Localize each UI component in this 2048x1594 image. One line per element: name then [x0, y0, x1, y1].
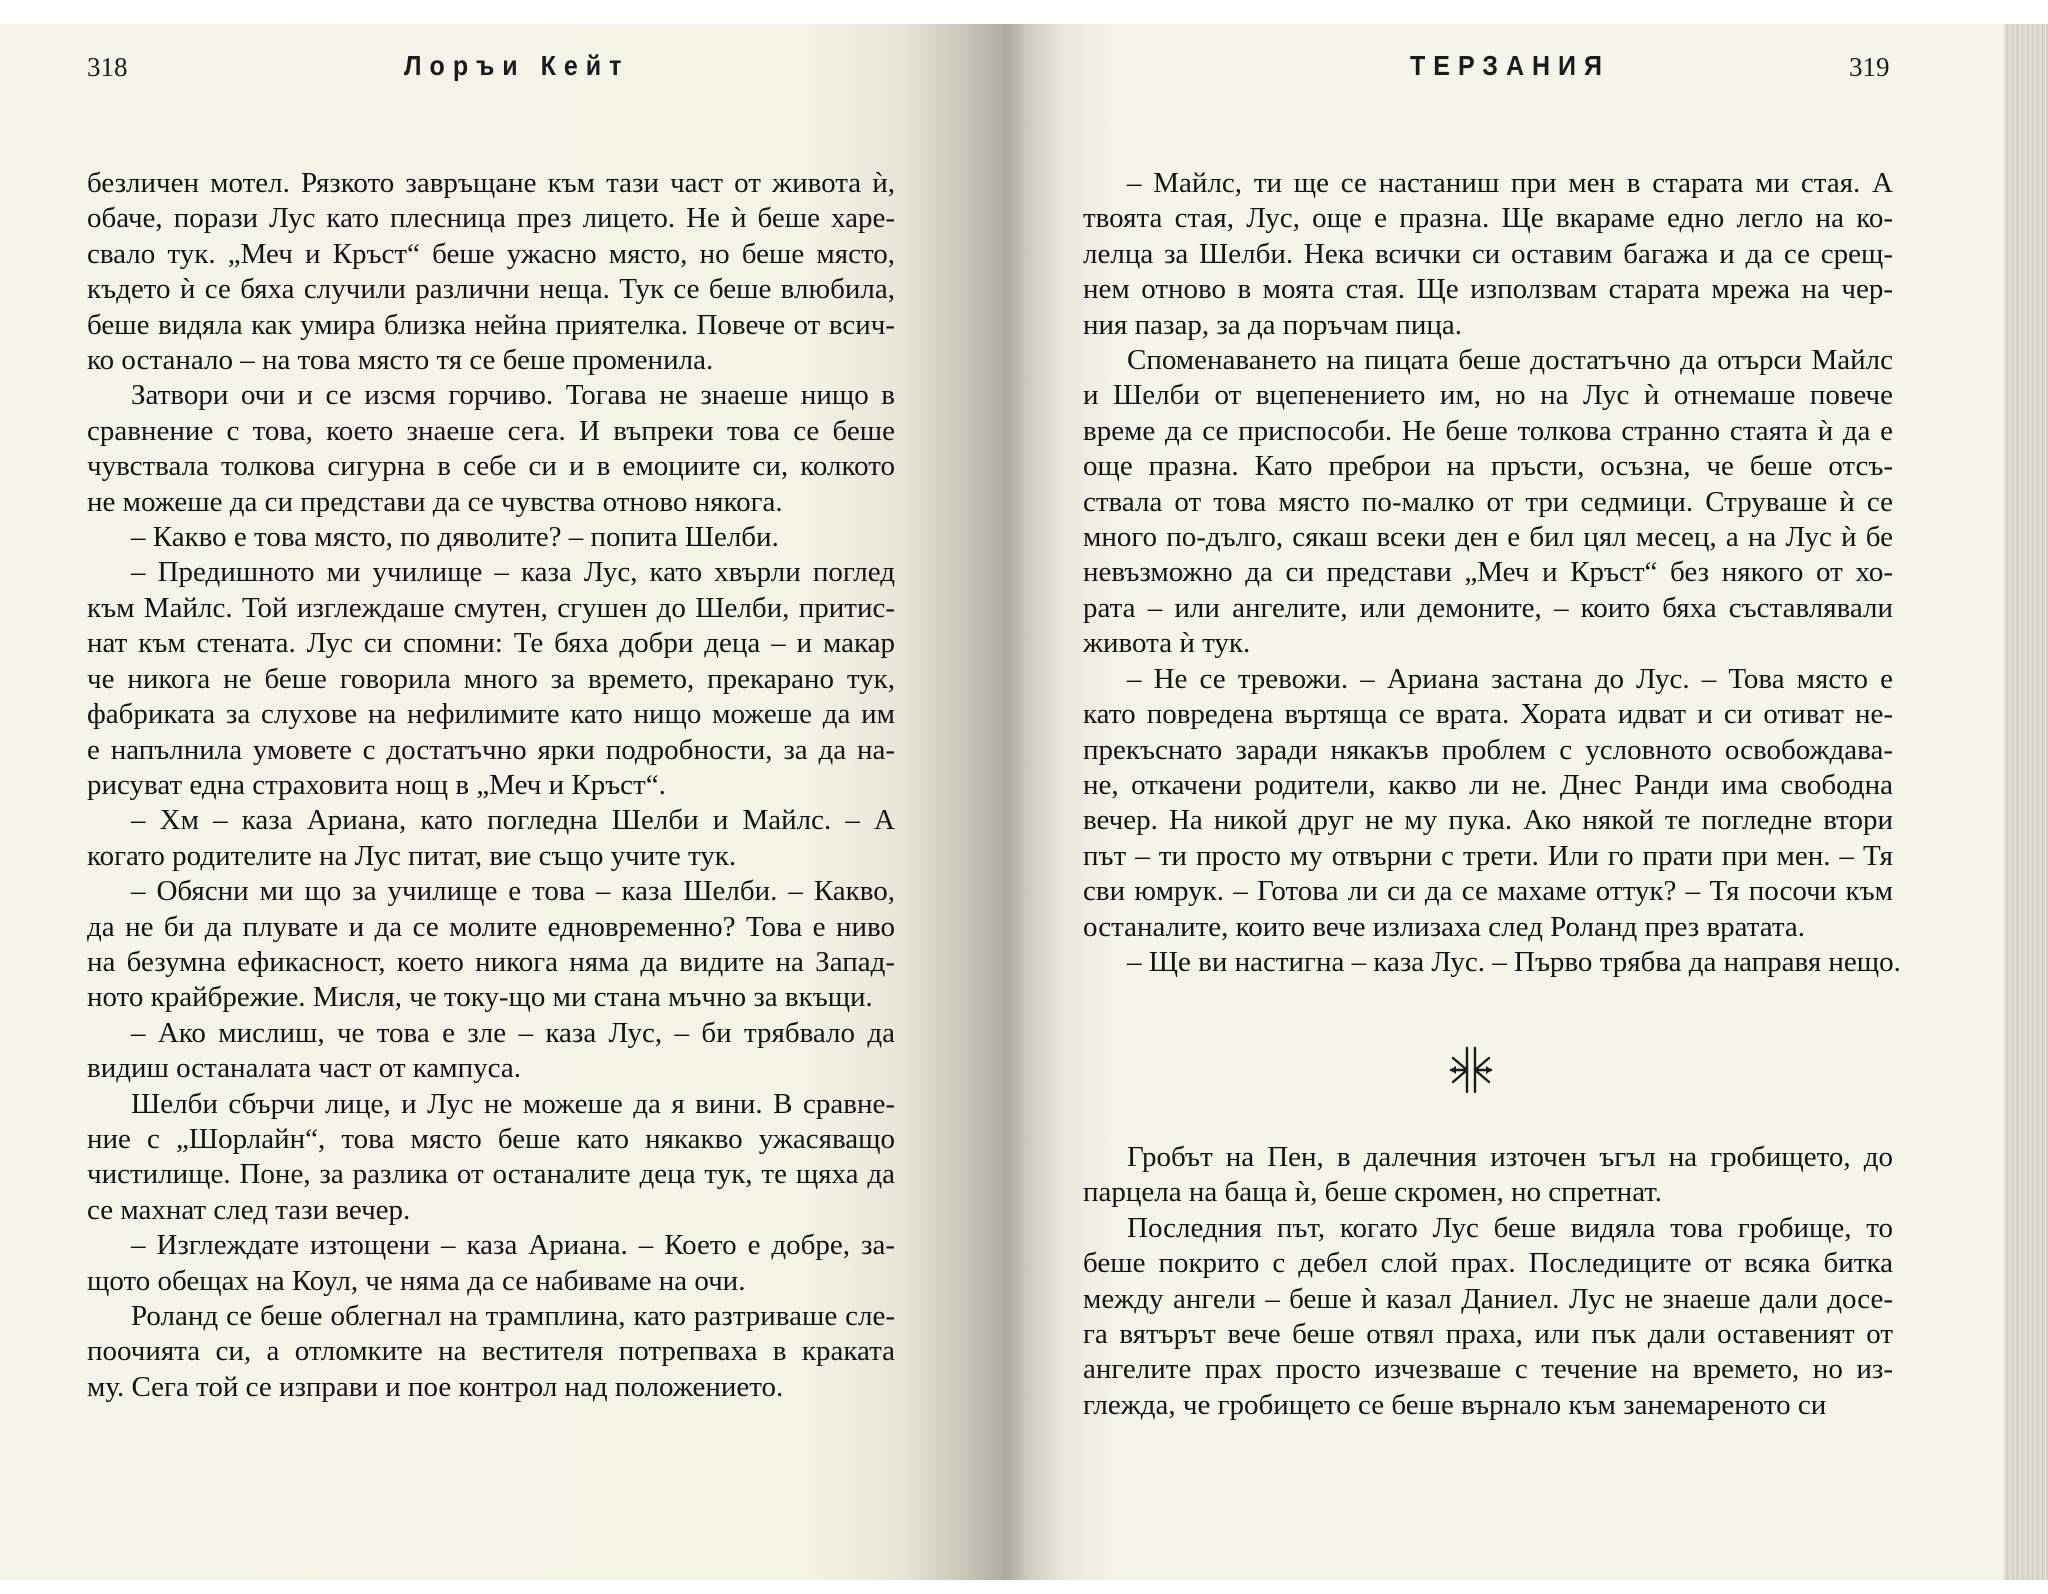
text-line: Споменаването на пицата беше достатъчно да отърси Майлс: [1127, 344, 1893, 377]
text-line: парцела на баща ѝ, беше скромен, но спретнат.: [1083, 1176, 1663, 1209]
text-line: на безумна ефикасност, което никога няма да видите на Запад-: [87, 945, 895, 978]
text-line: нат към стената. Лус си спомни: Те бяха добри деца – и макар: [87, 627, 895, 660]
paragraph: [1083, 343, 1893, 662]
text-line: останалите, които вече излизаха след Роланд през вратата.: [1083, 910, 1806, 943]
text-line: глежда, че гробището се беше върнало към занемареното си: [1083, 1388, 1827, 1421]
text-line: чувствала толкова сигурна в себе си и в емоциите си, колкото: [87, 450, 895, 483]
text-line: сравнение с това, което знаеше сега. И въпреки това се беше: [87, 414, 895, 447]
text-line: е напълнила умовете с достатъчно ярки подробности, за да на-: [87, 733, 895, 766]
left-running-head: Лоръи Кейт: [404, 50, 630, 82]
text-line: нем отново в моята стая. Ще използвам старата мрежа на чер-: [1083, 273, 1893, 306]
page-edges: [2004, 24, 2048, 1580]
paragraph: [87, 1228, 895, 1299]
text-line: лелца за Шелби. Нека всички си оставим багажа и да се срещ-: [1083, 237, 1893, 270]
text-line: поочията си, а отломките на вестителя потрепваха в краката: [87, 1335, 895, 1368]
text-line: Последния път, когато Лус беше видяла това гробище, то: [1127, 1211, 1893, 1244]
text-line: Роланд се беше облегнал на трамплина, като разтриваше сле-: [131, 1300, 895, 1332]
text-line: му. Сега той се изправи и пое контрол над положението.: [87, 1370, 784, 1403]
text-line: като повредена въртяща се врата. Хората идват и си отиват не-: [1083, 698, 1893, 731]
text-line: – Хм – каза Ариана, като погледна Шелби и Майлс. – А: [131, 804, 895, 837]
text-line: прекъснато заради някакъв проблем с условното освобождава-: [1083, 733, 1893, 766]
paragraph: [87, 520, 895, 555]
paragraph: [1083, 166, 1893, 343]
text-line: време да се приспособи. Не беше толкова странно стаята ѝ да е: [1083, 414, 1893, 447]
text-line: видиш останалата част от кампуса.: [87, 1052, 521, 1085]
text-line: много по-дълго, сякаш всеки ден е бил цял месец, а на Лус ѝ бе: [1083, 521, 1893, 554]
text-line: щото обещах на Коул, че няма да се набиваме на очи.: [87, 1264, 746, 1297]
text-line: – Обясни ми що за училище е това – каза Шелби. – Какво,: [131, 875, 895, 908]
text-line: твоята стая, Лус, още е празна. Ще вкараме едно легло на ко-: [1083, 202, 1893, 235]
text-line: – Ще ви настигна – каза Лус. – Първо трябва да направя нещо.: [1127, 945, 1901, 978]
text-line: рата – или ангелите, или демоните, – които бяха съставлявали: [1083, 591, 1893, 624]
text-line: и Шелби от вцепенението им, но на Лус ѝ отнемаше повече: [1083, 379, 1893, 412]
right-running-head: ТЕРЗАНИЯ: [1410, 50, 1610, 82]
text-line: ко останало – на това място тя се беше променила.: [87, 344, 714, 377]
text-line: се махнат след тази вечер.: [87, 1193, 411, 1226]
text-line: ния пазар, за да поръчам пица.: [1083, 308, 1463, 341]
text-line: Шелби сбърчи лице, и Лус не можеше да я вини. В сравне-: [131, 1087, 895, 1120]
right-page-text: [1083, 166, 1901, 980]
text-line: не, откачени родители, какво ли не. Днес Ранди има свободна: [1083, 768, 1893, 801]
text-line: беше покрито с дебел слой прах. Последиците от всяка битка: [1083, 1247, 1893, 1280]
text-line: рисуват една страховита нощ в „Меч и Кръст“.: [87, 768, 666, 801]
text-line: ствала от това място по-малко от три седмици. Струваше ѝ се: [1083, 485, 1893, 518]
text-line: че никога не беше говорила много за времето, прекарано тук,: [87, 662, 895, 695]
text-line: не можеше да си представи да се чувства отново някога.: [87, 485, 783, 518]
text-line: още празна. Като преброи на пръсти, осъзна, че беше отсъ-: [1083, 450, 1893, 483]
text-line: свало тук. „Меч и Кръст“ беше ужасно място, но беше място,: [87, 237, 895, 270]
left-page-number: 318: [87, 52, 128, 82]
text-line: – Предишното ми училище – каза Лус, като хвърли поглед: [131, 556, 895, 589]
text-line: – Какво е това място, по дяволите? – попита Шелби.: [131, 521, 779, 554]
text-line: сви юмрук. – Готова ли си да се махаме оттук? – Тя посочи към: [1083, 875, 1893, 908]
text-line: между ангели – беше ѝ казал Даниел. Лус не знаеше дали досе-: [1083, 1282, 1893, 1315]
paragraph: [1083, 1211, 1893, 1423]
text-line: обаче, порази Лус като плесница през лицето. Не ѝ беше харе-: [87, 202, 895, 235]
paragraph: [87, 874, 895, 1016]
text-line: – Майлс, ти ще се настаниш при мен в старата ми стая. А: [1127, 167, 1893, 199]
text-line: към Майлс. Той изглеждаше смутен, сгушен до Шелби, притис-: [87, 591, 895, 624]
text-line: да не би да плувате и да се молите едновременно? Това е ниво: [87, 910, 895, 943]
paragraph: [87, 1016, 895, 1087]
text-line: където ѝ се бяха случили различни неща. Тук се беше влюбила,: [87, 273, 895, 306]
text-line: живота ѝ тук.: [1083, 627, 1251, 660]
paragraph: [1083, 662, 1893, 945]
text-line: когато родителите на Лус питат, вие също учите тук.: [87, 839, 737, 872]
paragraph: [87, 555, 895, 803]
text-line: Гробът на Пен, в далечния източен ъгъл на гробището, до: [1127, 1141, 1893, 1173]
text-line: път – ти просто му отвърни с трети. Или го прати при мен. – Тя: [1083, 839, 1893, 872]
text-line: Затвори очи и се изсмя горчиво. Тогава не знаеше нищо в: [131, 379, 895, 412]
right-page-text-after-break: [1083, 1140, 1893, 1423]
text-line: ното крайбрежие. Мисля, че току-що ми стана мъчно за вкъщи.: [87, 981, 873, 1014]
paragraph: [87, 1087, 895, 1229]
text-line: фабриката за слухове на нефилимите като нищо можеше да им: [87, 698, 895, 731]
text-line: безличен мотел. Рязкото завръщане към тази част от живота ѝ,: [87, 167, 895, 199]
text-line: беше видяла как умира близка нейна приятелка. Повече от всич-: [87, 308, 895, 341]
text-line: – Изглеждате изтощени – каза Ариана. – Което е добре, за-: [131, 1229, 895, 1262]
text-line: чистилище. Поне, за разлика от останалите деца тук, те щяха да: [87, 1158, 895, 1191]
text-line: – Ако мислиш, че това е зле – каза Лус, – би трябвало да: [131, 1016, 895, 1049]
text-line: невъзможно да си представи „Меч и Кръст“ без някого от хо-: [1083, 556, 1893, 589]
left-page-text: [87, 166, 895, 1405]
text-line: ние с „Шорлайн“, това място беше като някакво ужасяващо: [87, 1122, 895, 1155]
paragraph: [87, 803, 895, 874]
paragraph: [87, 166, 895, 378]
text-line: га вятърът вече беше отвял праха, или пък дали оставеният от: [1083, 1318, 1893, 1351]
paragraph: [87, 1299, 895, 1405]
text-line: вечер. На никой друг не му пука. Ако някой те погледне втори: [1083, 804, 1893, 837]
text-line: ангелите прах просто изчезваше с течение на времето, но из-: [1083, 1353, 1893, 1386]
right-page-number: 319: [1849, 52, 1890, 82]
section-break-ornament-icon: [1448, 1044, 1494, 1096]
paragraph: [1083, 1140, 1893, 1211]
paragraph: [87, 378, 895, 520]
paragraph: [1083, 945, 1901, 980]
text-line: – Не се тревожи. – Ариана застана до Лус. – Това място е: [1127, 662, 1893, 695]
